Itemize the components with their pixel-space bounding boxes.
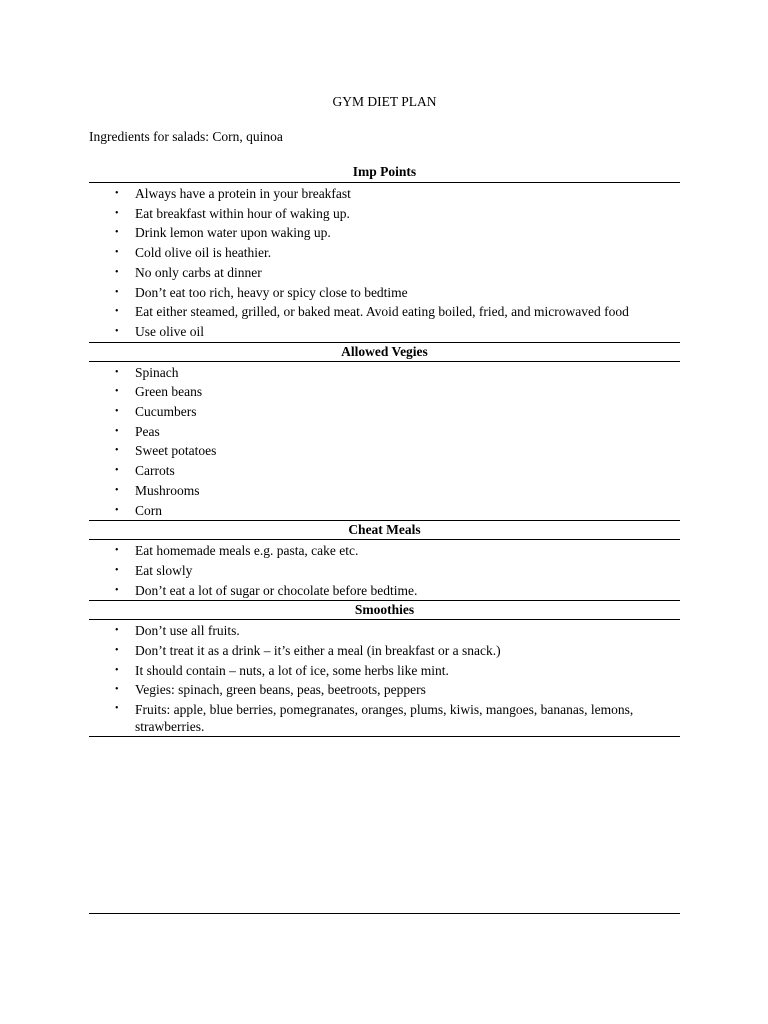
list-item-text: Spinach: [135, 364, 179, 380]
list-item-text: Don’t eat too rich, heavy or spicy close to bedtime: [135, 284, 408, 300]
bullet-icon: •: [115, 366, 119, 378]
list-item: [89, 680, 680, 700]
list-item-text: Eat slowly: [135, 562, 193, 578]
ingredients-line: Ingredients for salads: Corn, quinoa: [89, 129, 283, 144]
bullet-icon: •: [115, 625, 119, 637]
list-item: [89, 302, 680, 322]
bullet-icon: •: [115, 266, 119, 278]
bullet-icon: •: [115, 247, 119, 259]
list-item: [89, 243, 680, 263]
list-item: [89, 441, 680, 461]
list-item: [89, 561, 680, 581]
list-item-text: Carrots: [135, 463, 175, 479]
list-item: [89, 223, 680, 243]
section-list-allowed-vegies: [89, 362, 680, 522]
list-item: [89, 481, 680, 501]
list-item: [89, 402, 680, 422]
bullet-icon: •: [115, 664, 119, 676]
list-item-text: Drink lemon water upon waking up.: [135, 225, 331, 241]
list-item-text: Fruits: apple, blue berries, pomegranates, oranges, plums, kiwis, mangoes, bananas, lemons, strawberries.: [135, 702, 634, 735]
list-item: [89, 661, 680, 681]
list-item: [89, 621, 680, 641]
bullet-icon: •: [115, 306, 119, 318]
section-heading-cheat-meals: Cheat Meals: [89, 521, 680, 540]
page-title: GYM DIET PLAN: [332, 94, 437, 109]
list-item: [89, 363, 680, 383]
list-item-text: Corn: [135, 502, 162, 518]
footer-divider: [89, 913, 680, 914]
list-item: [89, 461, 680, 481]
bullet-icon: •: [115, 325, 119, 337]
list-item-text: Always have a protein in your breakfast: [135, 186, 351, 201]
bullet-icon: •: [115, 227, 119, 239]
list-item-text: Don’t use all fruits.: [135, 623, 240, 639]
bullet-icon: •: [115, 286, 119, 298]
bullet-icon: •: [115, 545, 119, 557]
list-item: [89, 204, 680, 224]
bullet-icon: •: [115, 406, 119, 418]
bullet-icon: •: [115, 207, 119, 219]
section-heading-imp-points: Imp Points: [89, 163, 680, 183]
diet-table: [89, 163, 680, 737]
list-item-text: Peas: [135, 423, 160, 439]
list-item: [89, 700, 680, 736]
list-item: [89, 322, 680, 342]
bullet-icon: •: [115, 386, 119, 398]
list-item-text: Eat homemade meals e.g. pasta, cake etc.: [135, 543, 359, 559]
list-item-text: Eat breakfast within hour of waking up.: [135, 205, 350, 221]
list-item: [89, 184, 680, 204]
list-item-text: Don’t treat it as a drink – it’s either a meal (in breakfast or a snack.): [135, 643, 501, 659]
bullet-icon: •: [115, 504, 119, 516]
list-item-text: Mushrooms: [135, 482, 200, 498]
section-list-smoothies: [89, 620, 680, 737]
bullet-icon: •: [115, 465, 119, 477]
bullet-icon: •: [115, 425, 119, 437]
list-item-text: Cucumbers: [135, 404, 197, 420]
list-item: [89, 283, 680, 303]
list-item-text: Green beans: [135, 384, 203, 400]
bullet-icon: •: [115, 684, 119, 696]
bullet-icon: •: [115, 584, 119, 596]
list-item-text: No only carbs at dinner: [135, 264, 262, 280]
list-item: [89, 382, 680, 402]
list-item: [89, 581, 680, 601]
section-list-imp-points: [89, 183, 680, 343]
list-item-text: Vegies: spinach, green beans, peas, beetroots, peppers: [135, 682, 426, 698]
bullet-icon: •: [115, 703, 119, 715]
section-heading-allowed-vegies: Allowed Vegies: [89, 343, 680, 362]
list-item-text: Use olive oil: [135, 323, 204, 339]
list-item: [89, 541, 680, 561]
list-item-text: Eat either steamed, grilled, or baked meat. Avoid eating boiled, fried, and microwaved food: [135, 304, 629, 320]
bullet-icon: •: [115, 564, 119, 576]
list-item-text: Cold olive oil is heathier.: [135, 245, 272, 261]
bullet-icon: •: [115, 484, 119, 496]
bullet-icon: •: [115, 188, 119, 199]
bullet-icon: •: [115, 445, 119, 457]
list-item-text: It should contain – nuts, a lot of ice, some herbs like mint.: [135, 662, 449, 678]
list-item-text: Sweet potatoes: [135, 443, 217, 459]
list-item: [89, 641, 680, 661]
list-item: [89, 501, 680, 521]
list-item-text: Don’t eat a lot of sugar or chocolate before bedtime.: [135, 582, 418, 598]
section-heading-smoothies: Smoothies: [89, 601, 680, 620]
list-item: [89, 422, 680, 442]
section-list-cheat-meals: [89, 540, 680, 601]
bullet-icon: •: [115, 645, 119, 657]
list-item: [89, 263, 680, 283]
